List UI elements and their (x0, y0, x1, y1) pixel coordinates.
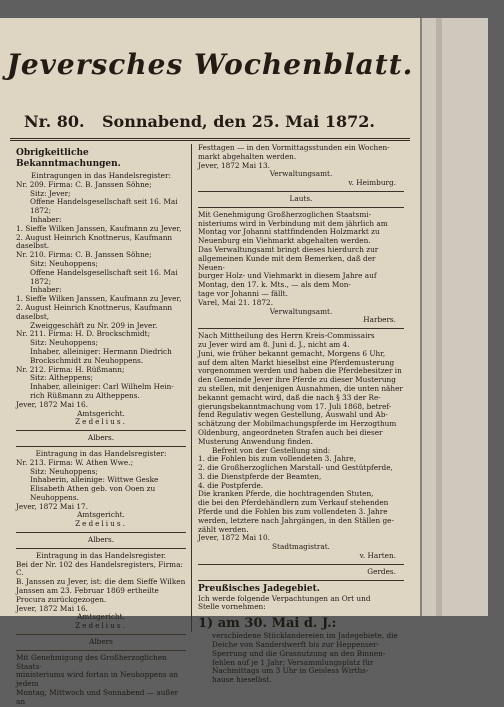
separator-rule (198, 564, 404, 565)
left-text-line: Inhaber, alleiniger: Hermann Diedrich (30, 346, 172, 356)
left-text-line: Inhaberin, alleinige: Wittwe Geske (30, 475, 159, 485)
right-text-line: v. Heimburg. (348, 178, 396, 188)
right-text-line: Nach Mittheilung des Herrn Kreis-Commissairs (198, 331, 375, 341)
left-text-line: Janssen am 23. Februar 1869 ertheilte (16, 586, 159, 596)
left-text-line: Eintragung in das Handelsregister: (35, 448, 167, 458)
masthead-title: Jeversches Wochenblatt. (6, 48, 414, 81)
right-text-line: Montag, den 17. k. Mts., — als dem Mon- (198, 280, 351, 290)
right-text-line: Deiche von Sanderdwerft bis zur Heppenser- (212, 640, 380, 650)
left-text-line: B. Janssen zu Jever, ist: die dem Sieffe Wilken (16, 577, 186, 587)
right-text-line: zu stellen, mit denjenigen Ausnahmen, die unten näher (198, 383, 403, 393)
right-text-line: die bei den Pferdehändlern zum Verkauf stehenden (198, 498, 389, 508)
left-text-line: 1872; (30, 206, 52, 216)
binding-strip (436, 18, 442, 616)
right-text-line: tage vor Johanni — fällt. (198, 288, 288, 298)
right-text-line: Musterung Anwendung finden. (198, 436, 313, 446)
issue-line (24, 108, 384, 132)
right-text-line: fehlen auf je 1 Jahr; Versammlungsplatz für (212, 657, 374, 667)
right-text-line: zu Jever wird am 8. Juni d. J., nicht am 4. (198, 339, 350, 349)
left-text-line: Brockschmidt zu Neuhoppens. (30, 355, 144, 365)
left-text-line: ministeriums wird fortan in Neuhoppens an jedem (16, 670, 179, 689)
left-text-line: Inhaber: (30, 285, 62, 295)
left-text-line: Inhaber: (30, 214, 62, 224)
left-text-line: Zedelius. (75, 519, 127, 529)
left-text-line: Amtsgericht. (77, 510, 125, 520)
left-text-line: Zedelius. (75, 621, 127, 631)
left-text-line: Bei der Nr. 102 des Handelsregisters, Firma: C. (16, 559, 183, 578)
left-text-line: Nr. 212. Firma: H. Rüßmann; (16, 364, 125, 374)
column-divider (191, 144, 192, 632)
left-text-line: rich Rüßmann zu Altheppens. (30, 390, 140, 400)
left-text-line: 2. August Heinrich Knottnerus, Kaufmann daselbst, (16, 302, 173, 321)
right-text-line: 1. die Fohlen bis zum vollendeten 3. Jahre, (198, 454, 357, 464)
left-text-line: Nr. 209. Firma: C. B. Janssen Söhne; (16, 179, 152, 189)
left-text-line: Jever, 1872 Mai 16. (16, 603, 88, 613)
right-text-line: Befreit von der Gestellung sind: (212, 445, 331, 455)
right-text-line: allgemeinen Kunde mit dem Bemerken, daß der Neuen- (198, 253, 376, 272)
left-text-line: Neuhoppens. (30, 492, 79, 502)
left-text-line: 1872; (30, 276, 52, 286)
left-text-line: Eintragung in das Handelsregister. (36, 550, 166, 560)
right-text-line: Jever, 1872 Mai 10. (198, 533, 270, 543)
issue-date: Sonnabend, den 25. Mai 1872. (102, 112, 375, 131)
separator-rule (16, 650, 186, 651)
right-text-line: Ich werde folgende Verpachtungen an Ort und (198, 593, 371, 603)
book-edge (420, 18, 488, 616)
left-text-line: Mit Genehmigung des Großherzoglichen Staats- (16, 652, 167, 671)
right-text-line: Verwaltungsamt. (269, 169, 333, 179)
left-text-line: Albers (89, 637, 113, 647)
right-text-line: 3. die Dienstpferde der Beamten, (198, 471, 322, 481)
right-text-line: Harbers. (363, 315, 396, 325)
left-text-line: Jever, 1872 Mai 16. (16, 399, 88, 409)
right-text-line: Montag vor Johanni stattfindenden Holzmarkt zu (198, 227, 380, 237)
issue-number: Nr. 80. (24, 112, 85, 131)
left-text-line: 1. Sieffe Wilken Janssen, Kaufmann zu Jever, (16, 223, 182, 233)
left-text-line: Eintragungen in das Handelsregister: (31, 171, 171, 180)
right-text-line: markt abgehalten werden. (198, 151, 297, 161)
separator-rule (16, 532, 186, 533)
left-text-line: Nr. 213. Firma: W. Athen Wwe.; (16, 457, 134, 467)
left-text-line: Montag, Mittwoch und Sonnabend — außer an (16, 688, 179, 706)
right-text-line: 4. die Postpferde. (198, 480, 264, 490)
right-text-line: 2. die Großherzoglichen Marstall- und Gestütpferde, (198, 463, 393, 473)
right-text-line: Mit Genehmigung Großherzoglichen Staatsmi- (198, 209, 372, 219)
right-text-line: Das Verwaltungsamt bringt dieses hierdurch zur (198, 244, 379, 254)
separator-rule (16, 430, 186, 431)
left-text-line: Amtsgericht. (77, 612, 125, 622)
left-text-line: Sitz: Altheppens; (30, 373, 94, 383)
left-text-line: Albers. (87, 535, 115, 545)
right-text-line: zählt werden. (198, 524, 249, 534)
right-text-line: Gerdes. (367, 566, 396, 576)
right-text-line: werden, letztere nach Jahrgängen, in den Ställen ge- (198, 515, 394, 525)
left-text-line: Obrigkeitliche Bekanntmachungen. (16, 148, 121, 169)
left-text-line: Sitz: Neuhoppens; (30, 258, 98, 268)
separator-rule (16, 548, 186, 549)
left-text-line: Zweiggeschäft zu Nr. 209 in Jever. (30, 320, 158, 330)
right-text-line: Die kranken Pferde, die hochtragenden Stuten, (198, 489, 374, 499)
separator-rule (16, 634, 186, 635)
right-text-line: Sperrung und die Grasnutzung an den Binnen- (212, 648, 386, 658)
left-text-line: Albers. (87, 433, 115, 443)
right-text-line: gierungsbekanntmachung vom 17. Juli 1868, betref- (198, 401, 392, 411)
left-text-line: Zedelius. (75, 417, 127, 427)
right-text-line: Lauts. (289, 193, 313, 203)
separator-rule (16, 446, 186, 447)
right-text-line: verschiedene Stücklandereien im Jadegebiete, die (212, 631, 398, 641)
right-text-line: Preußisches Jadegebiet. (198, 580, 404, 595)
left-text-line: Offene Handelsgesellschaft seit 16. Mai (30, 267, 178, 277)
left-text-line: Sitz: Neuhoppens; (30, 466, 98, 476)
right-text-line: hause hieselbst. (212, 675, 272, 685)
right-text-line: Juni, wie früher bekannt gemacht, Morgens 6 Uhr, (198, 348, 386, 358)
separator-rule (198, 207, 404, 208)
separator-rule (198, 191, 404, 192)
right-text-line: schätzung der Mobilmachungspferde im Herzogthum (198, 419, 397, 429)
right-text-line: vorgenommen werden und haben die Pferdebesitzer in (198, 366, 402, 376)
right-text-line: Stelle vornehmen: (198, 602, 266, 612)
left-text-line: Nr. 210. Firma: C. B. Janssen Söhne; (16, 250, 152, 260)
left-text-line: Sitz: Jever; (30, 188, 71, 198)
left-text-line: Elisabeth Athen geb. von Ooen zu (30, 484, 156, 494)
left-text-line: Amtsgericht. (77, 408, 125, 418)
separator-rule (198, 328, 404, 329)
left-text-line: Procura zurückgezogen. (16, 594, 107, 604)
right-text-line: den Gemeinde Jever ihre Pferde zu dieser Musterung (198, 375, 396, 385)
right-text-line: burger Holz- und Viehmarkt in diesem Jahre auf (198, 271, 377, 281)
left-text-line: Offene Handelsgesellschaft seit 16. Mai (30, 197, 178, 207)
left-text-line: Nr. 211. Firma: H. D. Brockschmidt; (16, 329, 151, 339)
left-text-line: 1. Sieffe Wilken Janssen, Kaufmann zu Jever, (16, 294, 182, 304)
left-text-line: Inhaber, alleiniger: Carl Wilhelm Hein- (30, 382, 174, 392)
right-text-line: Festtagen — in den Vormittagsstunden ein Wochen- (198, 143, 390, 152)
right-text-line: Varel, Mai 21. 1872. (198, 297, 274, 307)
right-text-line: fend Regulativ wegen Gestellung, Auswahl und Ab- (198, 410, 388, 420)
right-text-line: auf dem alten Markt hieselbst eine Pferdemusterung (198, 357, 395, 367)
right-text-line: Jever, 1872 Mai 13. (198, 160, 270, 170)
right-text-line: bekannt gemacht wird, daß die nach § 33 der Re- (198, 392, 381, 402)
right-text-line: Stadtmagistrat. (272, 542, 330, 552)
right-column (198, 143, 404, 685)
right-text-line: 1) am 30. Mai d. J.: (198, 616, 337, 632)
right-text-line: Neuenburg ein Viehmarkt abgehalten werden. (198, 236, 371, 246)
right-text-line: nisteriums wird in Verbindung mit dem jährlich am (198, 218, 388, 228)
right-text-line: Oldenburg, angeordneten Strafen auch bei dieser (198, 427, 383, 437)
right-text-line: Nachmittags um 3 Uhr in Geisless Wirths- (212, 666, 369, 676)
left-text-line: Sitz: Neuhoppens; (30, 338, 98, 348)
right-text-line: v. Harten. (359, 551, 396, 561)
header-rule (10, 138, 410, 141)
newspaper-page (0, 18, 420, 706)
left-column (16, 144, 186, 706)
left-text-line: 2. August Heinrich Knottnerus, Kaufmann daselbst. (16, 232, 173, 251)
right-text-line: Pferde und die Fohlen bis zum vollendeten 3. Jahre (198, 507, 388, 517)
left-text-line: Jever, 1872 Mai 17. (16, 501, 88, 511)
right-text-line: Verwaltungsamt. (269, 306, 333, 316)
